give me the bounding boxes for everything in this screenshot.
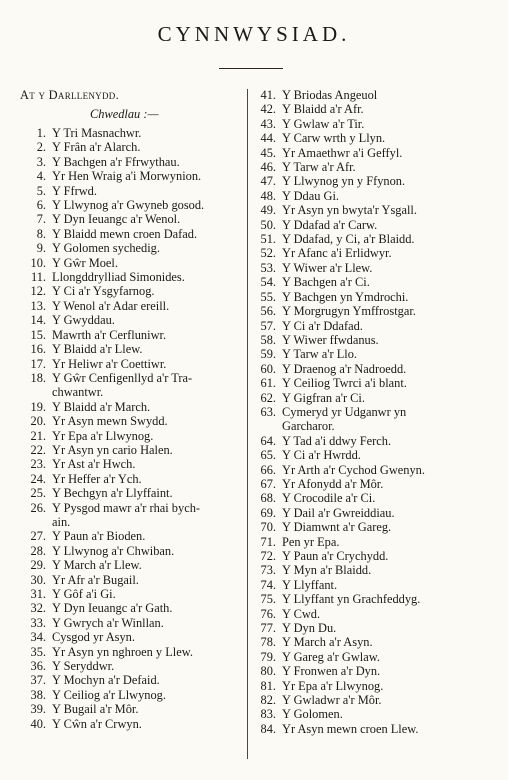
contents-entry [20, 328, 246, 342]
entry-title: Y Cŵn a'r Crwyn. [52, 716, 142, 731]
contents-entry [20, 313, 246, 327]
entry-title: Y Bechgyn a'r Llyffaint. [52, 486, 173, 501]
entry-number: 29. [30, 558, 46, 573]
contents-entry [256, 174, 492, 188]
entry-title: Yr Afonydd a'r Môr. [282, 476, 384, 491]
contents-entry [20, 659, 246, 673]
entry-title: Cysgod yr Asyn. [52, 630, 135, 645]
contents-entry [256, 347, 492, 361]
entry-title: Y Llwynog a'r Gwyneb gosod. [52, 198, 205, 213]
entry-number: 72. [260, 549, 276, 563]
entry-title: Y Dyn Ieuangc a'r Wenol. [52, 212, 181, 227]
entry-title: Y Ci a'r Hwrdd. [282, 448, 361, 463]
contents-entry [20, 544, 246, 558]
contents-entry [20, 198, 246, 212]
contents-entry [256, 621, 492, 635]
entry-title-continuation: chwantwr. [52, 385, 104, 400]
entry-title: Y Frân a'r Alarch. [52, 140, 141, 155]
contents-entry [20, 673, 246, 687]
entry-number: 32. [30, 601, 46, 616]
entry-number: 1. [36, 126, 46, 140]
contents-entry [20, 558, 246, 572]
entry-number: 16. [30, 342, 46, 357]
entry-number: 78. [260, 635, 276, 650]
contents-entry [256, 218, 492, 232]
entry-number: 41. [260, 88, 276, 102]
entry-title: Y Ddafad, y Ci, a'r Blaidd. [282, 232, 415, 247]
contents-entry [256, 506, 492, 520]
entry-number: 84. [260, 721, 276, 736]
entry-title: Y Dail a'r Gwreiddiau. [282, 505, 395, 520]
entry-title: Yr Afanc a'i Erlidwyr. [282, 246, 392, 261]
title-rule [219, 68, 283, 69]
contents-entry [20, 702, 246, 716]
entry-title: Y Blaidd a'r Afr. [282, 102, 364, 117]
contents-entry [256, 635, 492, 649]
entry-title: Y Golomen sychedig. [52, 241, 160, 256]
contents-entry [20, 169, 246, 183]
entry-title: Y Briodas Angeuol [282, 88, 378, 102]
entry-title: Y Gwrych a'r Winllan. [52, 615, 164, 630]
contents-entry [20, 140, 246, 154]
entry-number: 63. [260, 404, 276, 419]
entry-number: 11. [30, 270, 46, 285]
contents-entry [20, 126, 246, 140]
entry-title: Yr Amaethwr a'i Geffyl. [282, 145, 403, 160]
entry-number: 64. [260, 433, 276, 448]
entry-number: 3. [36, 154, 46, 169]
entry-number: 74. [260, 577, 276, 592]
contents-entry [256, 261, 492, 275]
contents-entry [20, 184, 246, 198]
contents-entry [20, 371, 246, 385]
entry-number: 76. [260, 606, 276, 621]
entry-number: 5. [36, 183, 46, 198]
contents-entry [256, 693, 492, 707]
contents-entry [256, 578, 492, 592]
entry-number: 73. [260, 563, 276, 578]
entry-number: 47. [260, 174, 276, 189]
entry-title: Y Cwd. [282, 606, 321, 621]
entry-number: 8. [36, 226, 46, 241]
entry-number: 18. [30, 370, 46, 385]
entry-title: Pen yr Epa. [282, 534, 340, 549]
entry-title: Yr Epa a'r Llwynog. [282, 678, 384, 693]
entry-number: 60. [260, 361, 276, 376]
contents-entry [20, 429, 246, 443]
entry-title: Y Seryddwr. [52, 659, 115, 674]
entry-title: Y Ci a'r Ddafad. [282, 318, 363, 333]
left-heading: At y Darllenydd. [20, 88, 119, 102]
contents-entry [256, 88, 492, 102]
entry-title: Llongddrylliad Simonides. [52, 270, 185, 285]
contents-entry [20, 357, 246, 371]
entry-title: Yr Asyn mewn Swydd. [52, 414, 168, 429]
contents-entry [256, 232, 492, 246]
entry-number: 39. [30, 702, 46, 717]
entry-number: 33. [30, 615, 46, 630]
entry-title: Y Diamwnt a'r Gareg. [282, 520, 392, 535]
entry-title: Yr Hen Wraig a'i Morwynion. [52, 169, 202, 184]
contents-entry [20, 155, 246, 169]
contents-entry [20, 501, 246, 515]
entry-title: Y Gŵr Moel. [52, 255, 118, 270]
entry-title: Y Ddafad a'r Carw. [282, 217, 378, 232]
entry-title: Cymeryd yr Udganwr yn [282, 404, 407, 419]
contents-entry [256, 319, 492, 333]
contents-entry [20, 414, 246, 428]
entry-title: Y Llyffant yn Grachfeddyg. [282, 592, 421, 607]
contents-entry [256, 275, 492, 289]
entry-number: 17. [30, 356, 46, 371]
contents-entry [20, 630, 246, 644]
entry-number: 83. [260, 707, 276, 722]
entry-title: Y Wiwer ffwdanus. [282, 332, 379, 347]
entry-number: 45. [260, 145, 276, 160]
entry-number: 10. [30, 255, 46, 270]
entry-number: 7. [36, 212, 46, 227]
contents-entry [20, 717, 246, 731]
contents-entry [256, 391, 492, 405]
entry-number: 44. [260, 131, 276, 146]
contents-entry [20, 299, 246, 313]
entry-title: Y Tad a'i ddwy Ferch. [282, 433, 392, 448]
entry-number: 13. [30, 298, 46, 313]
entry-title: Y Tri Masnachwr. [52, 126, 142, 140]
entry-title: Y Carw wrth y Llyn. [282, 131, 386, 146]
entry-title: Y Wiwer a'r Llew. [282, 260, 373, 275]
entry-title: Y Dyn Du. [282, 621, 337, 636]
entry-title: Y Gigfran a'r Ci. [282, 390, 365, 405]
entry-number: 15. [30, 327, 46, 342]
contents-entry [20, 227, 246, 241]
entry-title: Y Myn a'r Blaidd. [282, 563, 372, 578]
contents-entry [20, 256, 246, 270]
right-contents-list [256, 88, 492, 736]
entry-number: 31. [30, 587, 46, 601]
entry-title: Yr Arth a'r Cychod Gwenyn. [282, 462, 425, 477]
entry-number: 61. [260, 376, 276, 391]
entry-title: Y Gwladwr a'r Môr. [282, 693, 382, 708]
contents-entry [256, 304, 492, 318]
entry-number: 21. [30, 428, 46, 443]
entry-title: Y Paun a'r Bioden. [52, 529, 146, 544]
contents-entry [256, 376, 492, 390]
entry-number: 35. [30, 644, 46, 659]
entry-number: 42. [260, 102, 276, 117]
entry-number: 20. [30, 414, 46, 429]
entry-number: 26. [30, 500, 46, 515]
entry-title: Y Draenog a'r Nadroedd. [282, 361, 407, 376]
left-subheading: Chwedlau :— [90, 107, 159, 121]
entry-number: 48. [260, 188, 276, 203]
entry-title: Y Golomen. [282, 707, 343, 722]
contents-entry [256, 650, 492, 664]
entry-title: Y March a'r Asyn. [282, 635, 373, 650]
entry-number: 34. [30, 630, 46, 645]
contents-entry [20, 241, 246, 255]
entry-title: Y Mochyn a'r Defaid. [52, 673, 160, 688]
entry-number: 49. [260, 203, 276, 218]
contents-entry [256, 362, 492, 376]
right-column [256, 88, 492, 736]
entry-number: 71. [260, 534, 276, 549]
entry-title: Y Morgrugyn Ymffrostgar. [282, 304, 416, 319]
contents-entry [256, 463, 492, 477]
entry-title: Y Bugail a'r Môr. [52, 702, 139, 717]
entry-number: 36. [30, 659, 46, 674]
entry-title: Y Paun a'r Crychydd. [282, 549, 389, 563]
entry-number: 2. [36, 140, 46, 155]
contents-entry [256, 535, 492, 549]
entry-number: 22. [30, 442, 46, 457]
entry-number: 68. [260, 491, 276, 506]
contents-entry [256, 520, 492, 534]
entry-title: Y Blaidd a'r March. [52, 399, 151, 414]
contents-entry [20, 342, 246, 356]
entry-title: Yr Asyn yn nghroen y Llew. [52, 644, 193, 659]
entry-number: 4. [36, 169, 46, 184]
entry-title: Y Llyffant. [282, 577, 338, 592]
entry-number: 69. [260, 505, 276, 520]
contents-entry [20, 616, 246, 630]
entry-title: Y Gwyddau. [52, 313, 115, 328]
entry-number: 59. [260, 347, 276, 362]
contents-entry [20, 573, 246, 587]
entry-title: Y Tarw a'r Llo. [282, 347, 357, 362]
contents-entry [20, 457, 246, 471]
entry-number: 14. [30, 313, 46, 328]
contents-entry [256, 117, 492, 131]
entry-title: Y Bachgen yn Ymdrochi. [282, 289, 409, 304]
entry-number: 75. [260, 592, 276, 607]
entry-title: Y March a'r Llew. [52, 558, 142, 573]
entry-title: Y Ddau Gi. [282, 188, 340, 203]
contents-entry [256, 290, 492, 304]
contents-entry [256, 146, 492, 160]
entry-title: Yr Heliwr a'r Coettiwr. [52, 356, 167, 371]
entry-number: 51. [260, 232, 276, 247]
entry-number: 19. [30, 399, 46, 414]
entry-number: 62. [260, 390, 276, 405]
entry-number: 77. [260, 621, 276, 636]
entry-title: Yr Ast a'r Hwch. [52, 457, 136, 472]
left-column [20, 88, 246, 731]
contents-entry [20, 486, 246, 500]
entry-title: Y Wenol a'r Adar ereill. [52, 298, 170, 313]
entry-number: 79. [260, 649, 276, 664]
entry-title: Y Ceiliog a'r Llwynog. [52, 687, 166, 702]
entry-number: 46. [260, 160, 276, 175]
entry-number: 54. [260, 275, 276, 290]
contents-entry [20, 400, 246, 414]
entry-number: 67. [260, 476, 276, 491]
contents-entry [256, 189, 492, 203]
entry-title: Y Blaidd mewn croen Dafad. [52, 226, 198, 241]
entry-title: Yr Epa a'r Llwynog. [52, 428, 154, 443]
contents-entry [256, 246, 492, 260]
contents-entry [20, 688, 246, 702]
entry-title: Y Gŵr Cenfigenllyd a'r Tra- [52, 370, 193, 385]
entry-title: Y Ci a'r Ysgyfarnog. [52, 284, 155, 299]
entry-title: Y Tarw a'r Afr. [282, 160, 356, 175]
entry-number: 9. [36, 241, 46, 256]
entry-number: 24. [30, 471, 46, 486]
contents-entry [256, 592, 492, 606]
entry-number: 66. [260, 462, 276, 477]
contents-entry [256, 707, 492, 721]
contents-entry [256, 491, 492, 505]
entry-number: 65. [260, 448, 276, 463]
entry-title-continuation: ain. [52, 514, 71, 529]
contents-entry [256, 333, 492, 347]
entry-number: 52. [260, 246, 276, 261]
contents-entry [256, 607, 492, 621]
contents-entry [20, 472, 246, 486]
contents-entry [256, 448, 492, 462]
entry-number: 82. [260, 693, 276, 708]
entry-number: 57. [260, 318, 276, 333]
contents-entry [20, 443, 246, 457]
entry-title: Y Crocodile a'r Ci. [282, 491, 376, 506]
contents-entry [256, 563, 492, 577]
contents-entry [256, 434, 492, 448]
entry-title: Y Dyn Ieuangc a'r Gath. [52, 601, 173, 616]
entry-number: 28. [30, 543, 46, 558]
entry-number: 38. [30, 687, 46, 702]
contents-entry [256, 405, 492, 419]
contents-entry [20, 270, 246, 284]
contents-entry [20, 645, 246, 659]
contents-entry [256, 679, 492, 693]
page-title: CYNNWYSIAD. [157, 22, 351, 46]
contents-entry [20, 212, 246, 226]
entry-number: 53. [260, 260, 276, 275]
entry-number: 81. [260, 678, 276, 693]
entry-title: Y Fronwen a'r Dyn. [282, 664, 381, 679]
column-divider [247, 89, 248, 759]
entry-number: 80. [260, 664, 276, 679]
entry-title: Y Bachgen a'r Ci. [282, 275, 370, 290]
contents-entry [256, 549, 492, 563]
entry-title: Yr Asyn mewn croen Llew. [282, 721, 419, 736]
entry-title: Y Gareg a'r Gwlaw. [282, 649, 380, 664]
entry-number: 25. [30, 486, 46, 501]
left-contents-list [20, 126, 246, 731]
entry-title: Y Gôf a'i Gi. [52, 587, 116, 601]
entry-number: 70. [260, 520, 276, 535]
contents-entry [20, 601, 246, 615]
entry-title: Y Blaidd a'r Llew. [52, 342, 143, 357]
entry-number: 40. [30, 716, 46, 731]
contents-entry [20, 529, 246, 543]
contents-entry [20, 284, 246, 298]
entry-title: Mawrth a'r Cerfluniwr. [52, 327, 167, 342]
entry-number: 58. [260, 332, 276, 347]
entry-number: 43. [260, 116, 276, 131]
contents-entry [256, 203, 492, 217]
entry-title: Y Ffrwd. [52, 183, 97, 198]
contents-entry [20, 587, 246, 601]
entry-number: 55. [260, 289, 276, 304]
contents-entry [256, 160, 492, 174]
entry-title: Y Bachgen a'r Ffrwythau. [52, 154, 180, 169]
entry-title: Yr Asyn yn bwyta'r Ysgall. [282, 203, 417, 218]
entry-title: Y Gwlaw a'r Tir. [282, 116, 365, 131]
entry-title-continuation: Garcharor. [282, 419, 335, 434]
contents-entry [256, 664, 492, 678]
entry-title: Y Pysgod mawr a'r rhai bych- [52, 500, 201, 515]
entry-title: Yr Afr a'r Bugail. [52, 572, 139, 587]
entry-number: 50. [260, 217, 276, 232]
entry-number: 30. [30, 572, 46, 587]
contents-entry [256, 722, 492, 736]
entry-title: Y Llwynog a'r Chwiban. [52, 543, 175, 558]
entry-title: Yr Heffer a'r Ych. [52, 471, 142, 486]
contents-entry [256, 102, 492, 116]
entry-title: Y Ceiliog Twrci a'i blant. [282, 376, 407, 391]
entry-number: 37. [30, 673, 46, 688]
entry-title: Y Llwynog yn y Ffynon. [282, 174, 406, 189]
entry-number: 23. [30, 457, 46, 472]
entry-number: 6. [36, 198, 46, 213]
contents-entry [256, 477, 492, 491]
entry-title: Yr Asyn yn cario Halen. [52, 442, 173, 457]
entry-number: 12. [30, 284, 46, 299]
entry-number: 27. [30, 529, 46, 544]
entry-number: 56. [260, 304, 276, 319]
contents-entry [256, 131, 492, 145]
